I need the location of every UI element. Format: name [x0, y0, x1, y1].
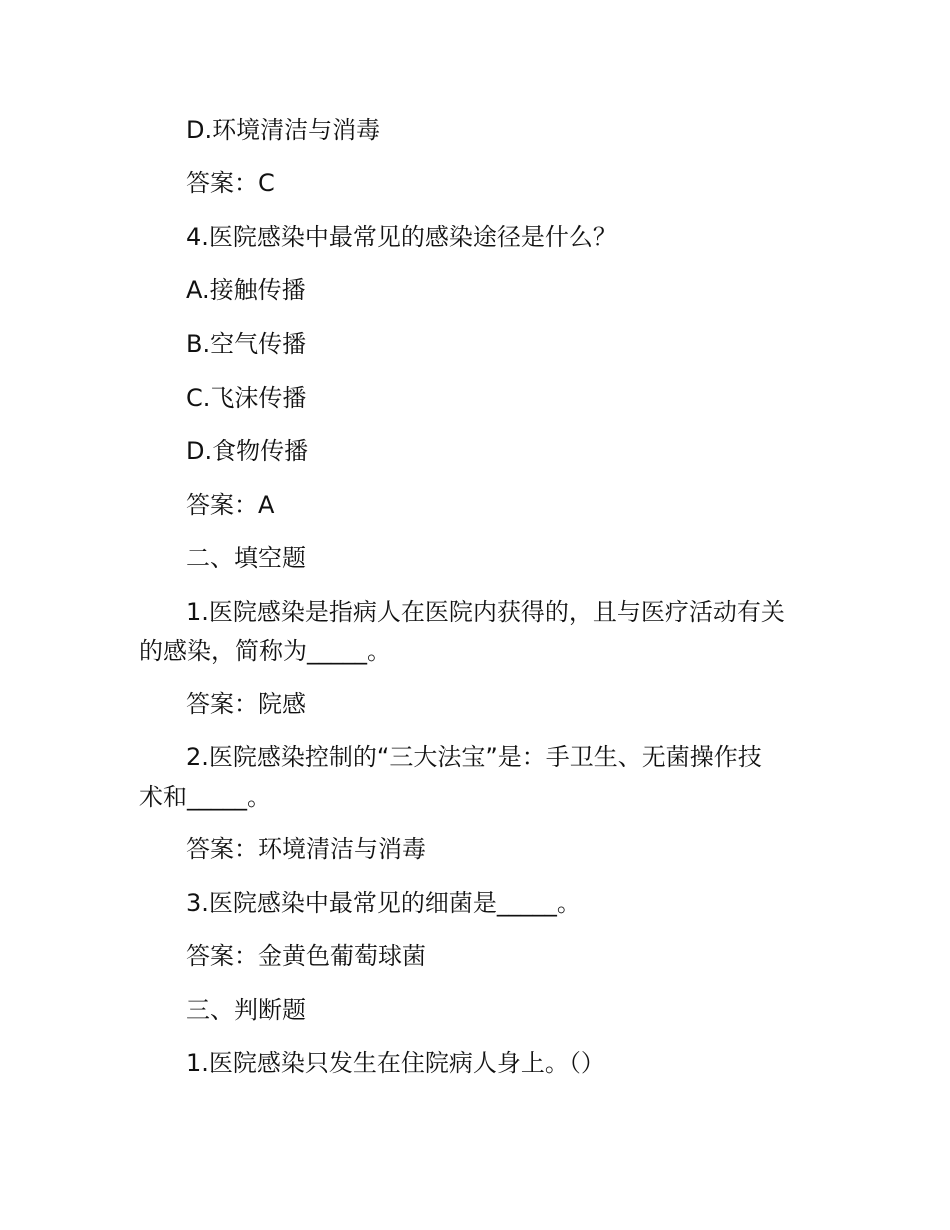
fill-question-2-line-2: 术和_____。: [139, 783, 271, 811]
fill-answer-2: 答案：环境清洁与消毒: [186, 835, 426, 863]
option-d-q3: D.环境清洁与消毒: [186, 116, 381, 144]
fill-answer-1: 答案：院感: [186, 690, 306, 718]
option-c-q4: C.飞沫传播: [186, 384, 307, 412]
question-4: 4.医院感染中最常见的感染途径是什么？: [186, 223, 617, 251]
answer-q4: 答案：A: [186, 491, 275, 519]
section-heading-fill-in: 二、填空题: [186, 544, 306, 572]
section-heading-true-false: 三、判断题: [186, 996, 306, 1024]
fill-question-2-line-1: 2.医院感染控制的“三大法宝”是：手卫生、无菌操作技: [186, 743, 762, 771]
fill-question-1-line-2: 的感染，简称为_____。: [139, 637, 391, 665]
fill-answer-3: 答案：金黄色葡萄球菌: [186, 942, 426, 970]
fill-question-3: 3.医院感染中最常见的细菌是_____。: [186, 889, 581, 917]
answer-q3: 答案：C: [186, 169, 275, 197]
option-a-q4: A.接触传播: [186, 276, 306, 304]
option-b-q4: B.空气传播: [186, 330, 307, 358]
option-d-q4: D.食物传播: [186, 437, 309, 465]
tf-question-1: 1.医院感染只发生在住院病人身上。（）: [186, 1049, 605, 1077]
fill-question-1-line-1: 1.医院感染是指病人在医院内获得的，且与医疗活动有关: [186, 598, 785, 626]
